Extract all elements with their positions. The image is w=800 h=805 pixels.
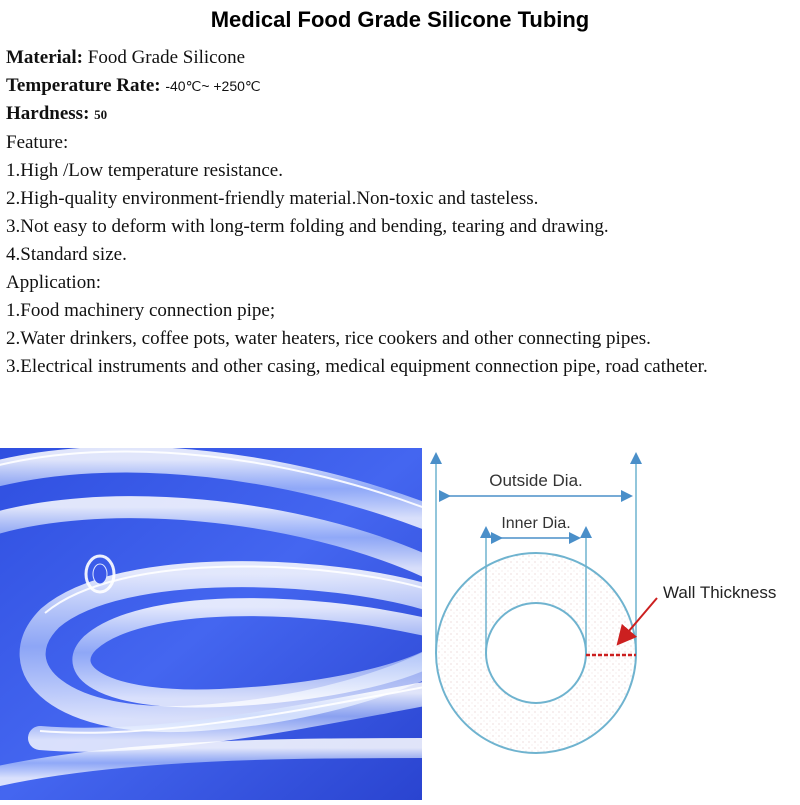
hardness-row (6, 100, 786, 129)
feature-item-3: 3.Not easy to deform with long-term folding and bending, tearing and drawing. (6, 216, 609, 237)
wall-thickness-label: Wall Thickness (663, 583, 777, 602)
application-item-3: 3.Electrical instruments and other casing, medical equipment connection pipe, road catheter. (6, 356, 708, 377)
feature-item-1: 1.High /Low temperature resistance. (6, 160, 283, 181)
temperature-value: -40℃~ +250℃ (165, 78, 261, 94)
temperature-row (6, 72, 786, 100)
hardness-value: 50 (94, 107, 108, 122)
application-heading: Application: (6, 272, 101, 293)
page-title: Medical Food Grade Silicone Tubing (210, 7, 590, 32)
spec-list (6, 44, 786, 381)
feature-heading: Feature: (6, 132, 69, 153)
application-item-2: 2.Water drinkers, coffee pots, water heaters, rice cookers and other connecting pipes. (6, 328, 651, 349)
product-photo (0, 448, 422, 800)
hardness-label: Hardness: (6, 103, 90, 124)
feature-item-4: 4.Standard size. (6, 244, 127, 265)
inner-dia-label: Inner Dia. (501, 515, 571, 532)
application-item-1: 1.Food machinery connection pipe; (6, 300, 276, 321)
outside-dia-label: Outside Dia. (489, 471, 583, 490)
temperature-label: Temperature Rate: (6, 75, 161, 96)
material-value: Food Grade Silicone (87, 47, 246, 68)
inner-circle (486, 603, 586, 703)
material-label: Material: (6, 47, 84, 68)
tubing-photo-illustration (0, 448, 422, 800)
cross-section-diagram (425, 440, 800, 800)
material-row (6, 44, 786, 72)
feature-item-2: 2.High-quality environment-friendly material.Non-toxic and tasteless. (6, 188, 539, 209)
